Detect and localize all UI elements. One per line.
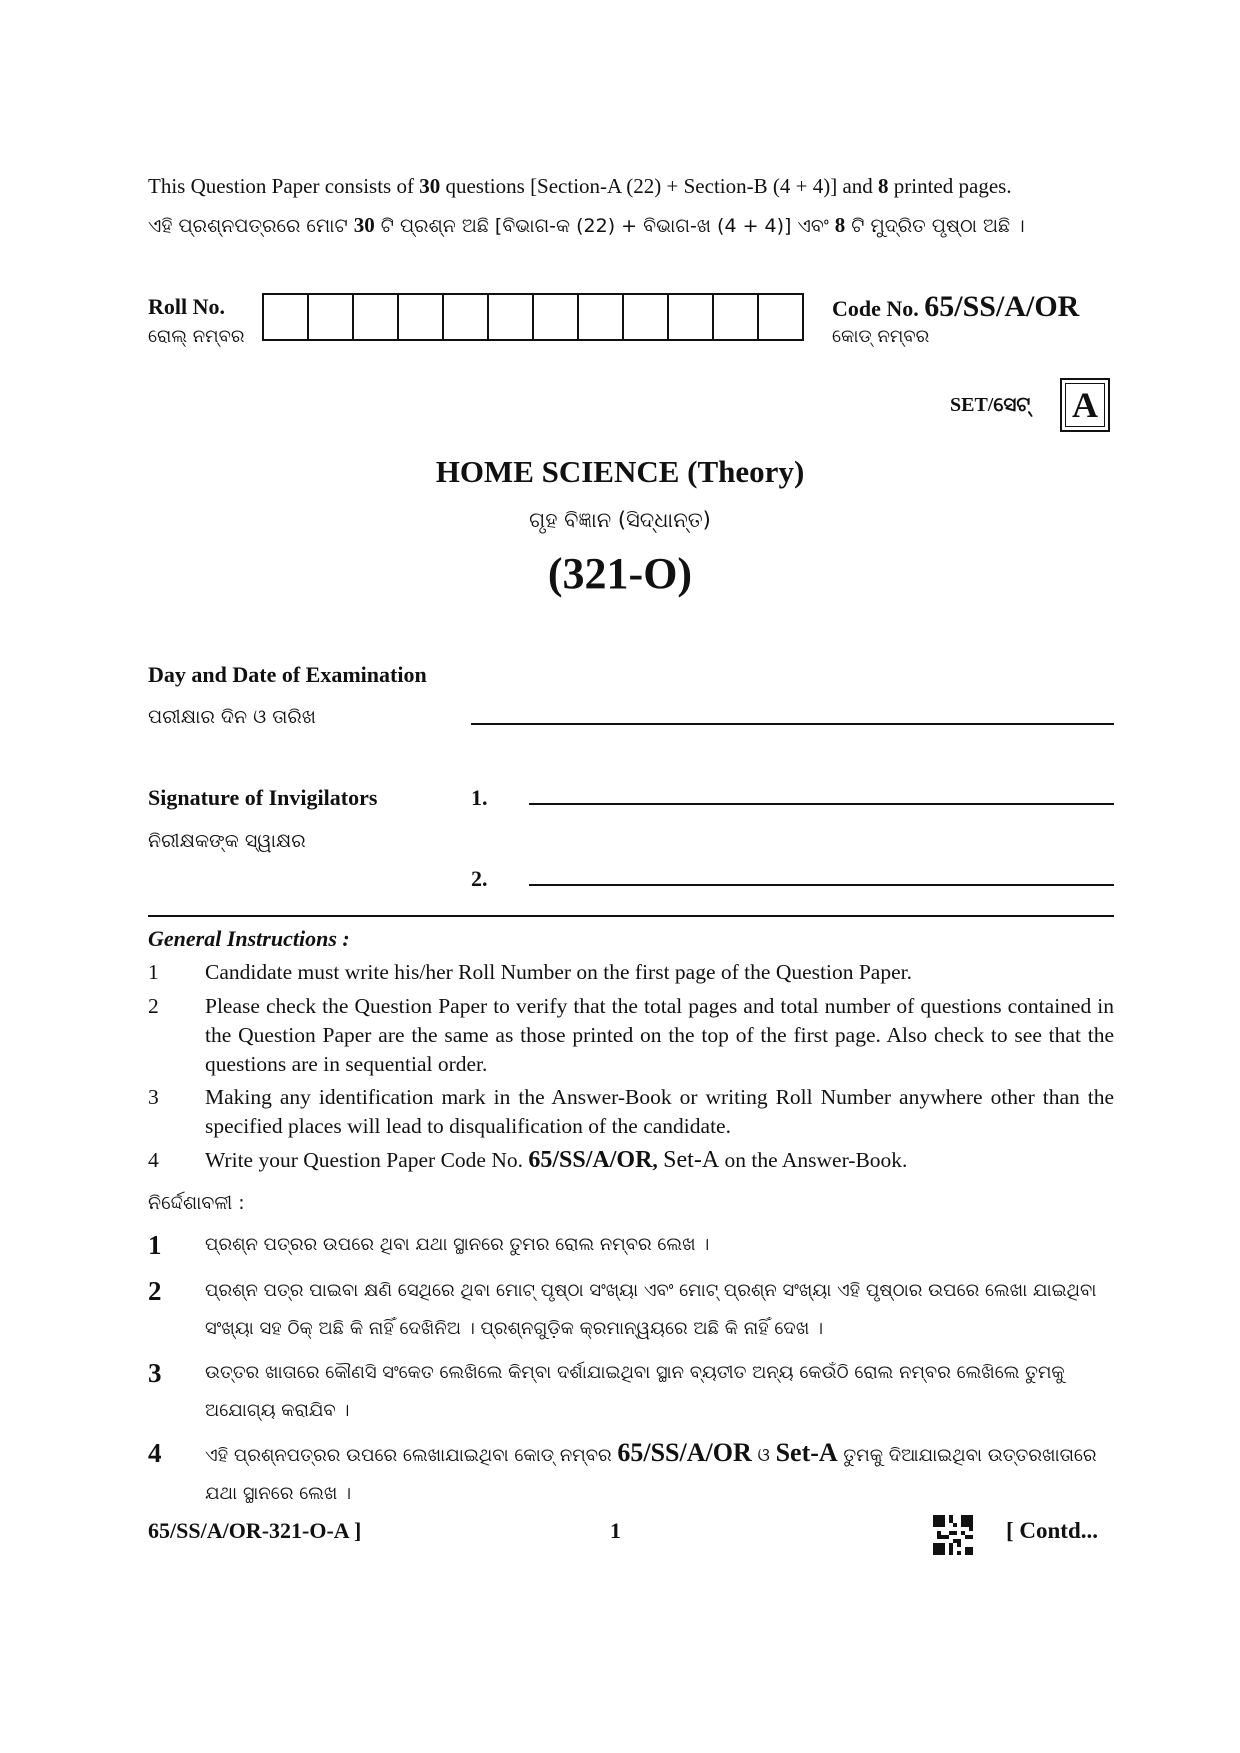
- invigilator-signature-field[interactable]: [529, 803, 1114, 805]
- roll-digit-box[interactable]: [759, 295, 802, 339]
- instruction-code: 65/SS/A/OR: [617, 1438, 752, 1467]
- instruction-item: [148, 1146, 1114, 1175]
- instruction-number: 2: [148, 1276, 162, 1306]
- invigilator-label: Signature of Invigilators: [148, 785, 378, 810]
- instruction-item: [148, 1083, 1114, 1141]
- exam-date-label: Day and Date of Examination: [148, 662, 427, 687]
- subject-title: HOME SCIENCE (Theory): [435, 454, 805, 489]
- question-count: 30: [353, 213, 375, 237]
- instruction-item-odia: [148, 1272, 1114, 1348]
- instruction-number: 1: [148, 1230, 162, 1260]
- code-number-label: Code No.: [832, 296, 925, 321]
- set-label: SET/ସେଟ୍: [950, 394, 1031, 416]
- header-text: printed pages.: [888, 174, 1012, 198]
- instruction-set: Set-A: [775, 1438, 838, 1467]
- instructions-heading-odia: ନିର୍ଦ୍ଦେଶାବଳୀ :: [148, 1192, 245, 1214]
- instruction-item: [148, 992, 1114, 1079]
- subject-code: (321-O): [547, 549, 693, 598]
- instruction-item-odia: [148, 1354, 1114, 1430]
- instruction-text: Please check the Question Paper to verify that the total pages and total number of questions contained in the Question Paper are the same as those printed on the top of the first page. Also check to see that the questions are in sequential order.: [205, 994, 1114, 1076]
- roll-number-label: Roll No.: [148, 294, 225, 319]
- instruction-item-odia: [148, 1226, 1114, 1264]
- roll-digit-box[interactable]: [444, 295, 489, 339]
- roll-number-boxes: [262, 293, 804, 341]
- header-text: questions [Section-A (22) + Section-B (4 + 4)] and: [440, 174, 879, 198]
- instruction-text-part: Write your Question Paper Code No.: [205, 1148, 529, 1172]
- code-number-value: 65/SS/A/OR: [924, 290, 1080, 323]
- instruction-text-part: ଏହି ପ୍ରଶ୍ନପତ୍ରର ଉପରେ ଲେଖାଯାଇଥିବା କୋଡ୍ ନମ୍ବର: [205, 1445, 618, 1466]
- roll-digit-box[interactable]: [624, 295, 669, 339]
- page-count: 8: [834, 213, 846, 237]
- instruction-text-part: on the Answer-Book.: [719, 1148, 908, 1172]
- instruction-text: ଉତ୍ତର ଖାତାରେ କୌଣସି ସଂକେତ ଲେଖିଲେ କିମ୍ବା ଦର୍ଶାଯାଇଥିବା ସ୍ଥାନ ବ୍ୟତୀତ ଅନ୍ୟ କେଉଁଠି ରୋଲ ନମ୍ବର ଲେଖିଲେ ତୁମକୁ ଅଯୋଗ୍ୟ କରାଯିବ ।: [205, 1362, 1065, 1421]
- instruction-text: Making any identification mark in the Answer-Book or writing Roll Number anywhere other than the specified places will lead to disqualification of the candidate.: [205, 1085, 1114, 1138]
- page-number: 1: [610, 1518, 621, 1543]
- set-badge: A: [1060, 378, 1110, 432]
- header-text: ଏହି ପ୍ରଶ୍ନପତ୍ରରେ ମୋଟ: [148, 215, 354, 237]
- code-number-label-odia: କୋଡ୍ ନମ୍ବର: [832, 326, 930, 347]
- instructions-heading: General Instructions :: [148, 926, 350, 951]
- instruction-code: 65/SS/A/OR: [528, 1147, 653, 1173]
- instruction-text-part: ,: [652, 1148, 664, 1172]
- exam-date-label-odia: ପରୀକ୍ଷାର ଦିନ ଓ ତାରିଖ: [148, 706, 316, 728]
- roll-digit-box[interactable]: [309, 295, 354, 339]
- exam-date-field[interactable]: [471, 723, 1114, 725]
- section-divider: [148, 915, 1114, 917]
- header-english: [148, 174, 1114, 199]
- instruction-number: 4: [148, 1148, 159, 1172]
- instruction-text: ପ୍ରଶ୍ନ ପତ୍ରର ଉପରେ ଥିବା ଯଥା ସ୍ଥାନରେ ତୁମର ରୋଲ ନମ୍ବର ଲେଖ ।: [205, 1234, 710, 1255]
- roll-digit-box[interactable]: [399, 295, 444, 339]
- qr-code-icon: [933, 1515, 973, 1555]
- roll-digit-box[interactable]: [354, 295, 399, 339]
- instruction-text: ପ୍ରଶ୍ନ ପତ୍ର ପାଇବା କ୍ଷଣି ସେଥିରେ ଥିବା ମୋଟ୍ ପୃଷ୍ଠା ସଂଖ୍ୟା ଏବଂ ମୋଟ୍ ପ୍ରଶ୍ନ ସଂଖ୍ୟା ଏହି ପୃଷ୍ଠାର ଉପରେ ଲେଖା ଯାଇଥିବା ସଂଖ୍ୟା ସହ ଠିକ୍ ଅଛି କି ନାହିଁ ଦେଖିନିଅ । ପ୍ରଶ୍ନଗୁଡ଼ିକ କ୍ରମାନ୍ୱୟରେ ଅଛି କି ନାହିଁ ଦେଖ ।: [205, 1280, 1097, 1339]
- header-text: This Question Paper consists of: [148, 174, 420, 198]
- roll-digit-box[interactable]: [579, 295, 624, 339]
- roll-digit-box[interactable]: [489, 295, 534, 339]
- instruction-number: 4: [148, 1438, 162, 1468]
- instruction-text: [205, 1434, 1114, 1513]
- instruction-number: 2: [148, 994, 159, 1018]
- instruction-number: 3: [148, 1358, 162, 1388]
- roll-number-label-odia: ରୋଲ୍ ନମ୍ବର: [148, 326, 245, 347]
- roll-digit-box[interactable]: [534, 295, 579, 339]
- subject-title-odia: ଗୃହ ବିଜ୍ଞାନ (ସିଦ୍ଧାନ୍ତ): [529, 508, 711, 532]
- continued-label: [ Contd...: [1006, 1518, 1099, 1543]
- roll-digit-box[interactable]: [714, 295, 759, 339]
- question-count: 30: [419, 174, 441, 198]
- instruction-text: [205, 1146, 1114, 1175]
- roll-digit-box[interactable]: [669, 295, 714, 339]
- roll-digit-box[interactable]: [264, 295, 309, 339]
- invigilator-label-odia: ନିରୀକ୍ଷକଙ୍କ ସ୍ୱାକ୍ଷର: [148, 830, 306, 852]
- instruction-item-odia: [148, 1434, 1114, 1513]
- instruction-text-part: ଓ: [751, 1445, 776, 1466]
- header-text: ଟି ମୁଦ୍ରିତ ପୃଷ୍ଠା ଅଛି ।: [845, 215, 1025, 237]
- invigilator-number: 1.: [471, 785, 488, 810]
- instruction-text: Candidate must write his/her Roll Number on the first page of the Question Paper.: [205, 960, 912, 984]
- instruction-number: 1: [148, 960, 159, 984]
- invigilator-number: 2.: [471, 866, 488, 891]
- instruction-set: Set-A: [663, 1147, 720, 1173]
- instruction-number: 3: [148, 1085, 159, 1109]
- page-count: 8: [878, 174, 889, 198]
- header-odia: [148, 213, 1114, 238]
- footer-paper-code: 65/SS/A/OR-321-O-A ]: [148, 1518, 362, 1543]
- instruction-text-part: ତୁମକୁ ଦିଆଯାଇଥିବା ଉତ୍ତରଖାତାରେ ଯଥା ସ୍ଥାନରେ ଲେଖ ।: [205, 1445, 1097, 1504]
- invigilator-signature-field[interactable]: [529, 884, 1114, 886]
- header-text: ଟି ପ୍ରଶ୍ନ ଅଛି [ବିଭାଗ-କ (22) + ବିଭାଗ-ଖ (4 + 4)] ଏବଂ: [374, 215, 835, 237]
- instruction-item: [148, 958, 1114, 987]
- code-number: [832, 290, 1079, 324]
